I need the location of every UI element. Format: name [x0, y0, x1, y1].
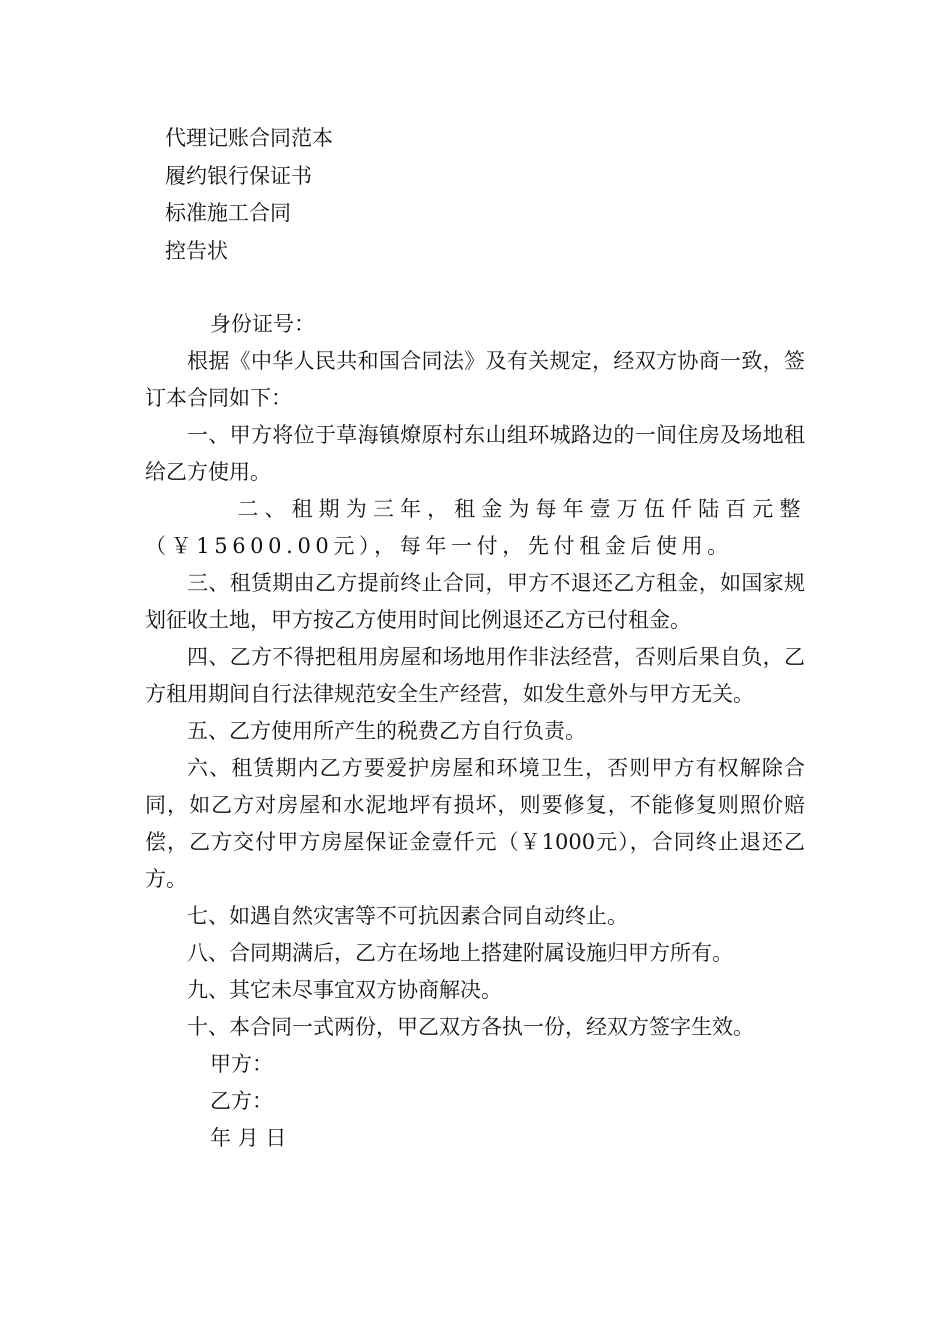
- party-a-signature: 甲方：: [210, 1052, 273, 1076]
- signature-date: 年 月 日: [210, 1126, 287, 1150]
- clause-6: 六、租赁期内乙方要爱护房屋和环境卫生，否则甲方有权解除合同，如乙方对房屋和水泥地坪有损坏，则要修复，不能修复则照价赔偿，乙方交付甲方房屋保证金壹仟元（￥1000元），合同终止退还乙方。: [145, 756, 805, 891]
- clause-4: 四、乙方不得把租用房屋和场地用作非法经营，否则后果自负，乙方租用期间自行法律规范安全生产经营，如发生意外与甲方无关。: [145, 645, 805, 706]
- clause-3: 三、租赁期由乙方提前终止合同，甲方不退还乙方租金，如国家规划征收土地，甲方按乙方使用时间比例退还乙方已付租金。: [145, 571, 805, 632]
- related-link-2[interactable]: 标准施工合同: [165, 201, 291, 225]
- related-link-3[interactable]: 控告状: [165, 238, 228, 263]
- contract-intro: 根据《中华人民共和国合同法》及有关规定，经双方协商一致，签订本合同如下：: [145, 349, 805, 410]
- clause-5: 五、乙方使用所产生的税费乙方自行负责。: [187, 719, 586, 743]
- related-link-1[interactable]: 履约银行保证书: [165, 163, 312, 188]
- clause-10: 十、本合同一式两份，甲乙双方各执一份，经双方签字生效。: [187, 1015, 754, 1039]
- clause-7: 七、如遇自然灾害等不可抗因素合同自动终止。: [187, 904, 628, 928]
- clause-2: 二、租期为三年，租金为每年壹万伍仟陆百元整（￥15600.00元），每年一付，先付租金后使用。: [145, 497, 805, 558]
- clause-1: 一、甲方将位于草海镇燎原村东山组环城路边的一间住房及场地租给乙方使用。: [145, 423, 805, 484]
- related-link-0[interactable]: 代理记账合同范本: [165, 126, 333, 150]
- id-number-line: 身份证号：: [210, 312, 315, 336]
- clause-9: 九、其它未尽事宜双方协商解决。: [187, 978, 502, 1002]
- clause-8: 八、合同期满后，乙方在场地上搭建附属设施归甲方所有。: [187, 941, 733, 965]
- party-b-signature: 乙方：: [210, 1089, 273, 1113]
- related-links: [165, 120, 565, 270]
- contract-body: [145, 306, 805, 1157]
